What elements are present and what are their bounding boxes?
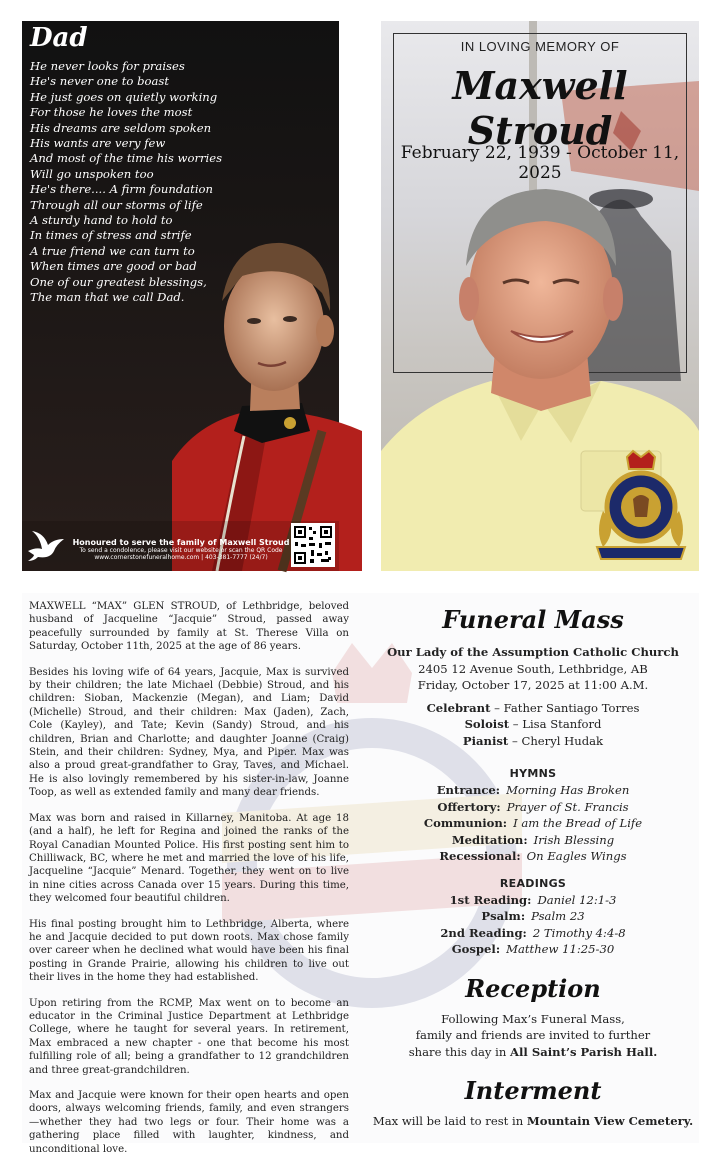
- hymn-row: Communion: I am the Bread of Life: [423, 816, 643, 830]
- poem-line: For those he loves the most: [30, 105, 193, 120]
- poem-line: A true friend we can turn to: [30, 243, 195, 258]
- officiants-list: [367, 700, 699, 750]
- officiant-row: Celebrant – Father Santiago Torres: [426, 700, 640, 715]
- reading-row: Psalm: Psalm 23: [481, 909, 585, 923]
- service-details: [367, 593, 699, 1130]
- memorial-heading: IN LOVING MEMORY OF: [460, 39, 620, 54]
- service-datetime: Friday, October 17, 2025 at 11:00 A.M.: [417, 678, 649, 692]
- poem-line: And most of the time his worries: [30, 151, 223, 166]
- footer-website[interactable]: www.cornerstonefuneralhome.com | 403-381-7777 (24/7): [94, 554, 268, 561]
- hymns-heading: HYMNS: [509, 767, 557, 780]
- officiant-row: Pianist – Cheryl Hudak: [462, 733, 604, 748]
- service-panel: [22, 593, 699, 1155]
- reception-heading: Reception: [465, 973, 601, 1003]
- poem-line: His wants are very few: [30, 136, 166, 151]
- reading-row: 1st Reading: Daniel 12:1-3: [449, 892, 617, 907]
- church-name: Our Lady of the Assumption Catholic Church: [387, 645, 679, 659]
- church-address: 2405 12 Avenue South, Lethbridge, AB: [418, 661, 648, 676]
- poem-body: [30, 59, 222, 306]
- hymn-row: Recessional: On Eagles Wings: [439, 849, 627, 863]
- poem-line: He's never one to boast: [30, 74, 170, 89]
- deceased-name: Maxwell Stroud: [452, 63, 628, 153]
- hymn-row: Meditation: Irish Blessing: [451, 832, 615, 847]
- poem-line: One of our greatest blessings,: [30, 274, 207, 289]
- reception-line: Following Max’s Funeral Mass,: [441, 1011, 625, 1026]
- officiant-row: Soloist – Lisa Stanford: [464, 717, 602, 731]
- obituary-paragraph: Upon retiring from the RCMP, Max went on to become an educator in the Criminal Justice Department at Lethbridge College, where he taught for several years. In retirement, Max embraced a new chapter - one that become his most fulfilling role of all; being a grandfather to 12 grandchildren and three great-grandchildren.: [29, 997, 349, 1076]
- readings-list: [367, 892, 699, 958]
- poem-panel: [22, 21, 339, 571]
- poem-line: He's there.... A firm foundation: [30, 182, 213, 197]
- rcmp-crest-icon: [593, 451, 689, 563]
- obituary-paragraph: Max was born and raised in Killarney, Manitoba. At age 18 (and a half), he left for Regina and joined the ranks of the Royal Canadian Mounted Police. His first posting sent him to Chilliwack, BC, where he met and married the love of his life, Jacqueline “Jacquie” Menard. Together, they went on to live in nine cities across Canada over 15 years. During this time, they welcomed four beautiful children.: [29, 812, 349, 905]
- poem-line: The man that we call Dad.: [30, 290, 185, 305]
- life-dates: February 22, 1939 - October 11, 2025: [400, 143, 680, 183]
- interment-heading: Interment: [464, 1076, 602, 1105]
- dove-icon: [26, 527, 66, 563]
- reception-line: family and friends are invited to further: [415, 1028, 651, 1042]
- funeral-home-info: [70, 538, 292, 561]
- poem-line: A sturdy hand to hold to: [30, 213, 173, 228]
- qr-code[interactable]: [291, 523, 335, 567]
- reception-details: [367, 1011, 699, 1061]
- footer-honoured: Honoured to serve the family of Maxwell Stroud: [72, 538, 290, 547]
- poem-line: When times are good or bad: [30, 259, 197, 274]
- reception-venue: All Saint’s Parish Hall.: [510, 1044, 658, 1059]
- poem-title: Dad: [30, 23, 88, 53]
- reading-row: 2nd Reading: 2 Timothy 4:4-8: [440, 925, 626, 940]
- poem-line: Through all our storms of life: [30, 197, 203, 212]
- obituary-paragraph: MAXWELL “MAX” GLEN STROUD, of Lethbridge, beloved husband of Jacqueline “Jacquie” Stroud, passed away peacefully surrounded by family at St. Therese Villa on Saturday, October 11th, 2025 at the age of 86 years.: [29, 601, 349, 653]
- funeral-home-footer: [22, 521, 339, 571]
- poem-line: He never looks for praises: [30, 59, 185, 73]
- poem-line: He just goes on quietly working: [30, 89, 218, 104]
- interment-details: Max will be laid to rest in Mountain View Cemetery.: [372, 1114, 694, 1128]
- poem-line: In times of stress and strife: [30, 228, 192, 243]
- obituary-paragraph: Besides his loving wife of 64 years, Jacquie, Max is survived by their children; the late Michael (Debbie) Stroud, and his children: Sioban, Mackenzie (Megan), and Liam; David (Michelle) Stroud, and their children: Max (Jaden), Zach, Cole (Kayley), and Tate; Kevin (Sandy) Stroud, and his children, Brian and Charlotte; and daughter Joanne (Craig) Stein, and their children: Sydney, Mya, and Piper. Max was also a proud great-grandfather to Gray, Taves, and Michael. He is also lovingly remembered by his sister-in-law, Joanne Toop, as well as extended family and many dear friends.: [29, 666, 349, 799]
- funeral-mass-heading: Funeral Mass: [442, 605, 624, 634]
- obituary-text: [29, 600, 349, 1168]
- memorial-panel: [381, 21, 699, 571]
- poem-line: His dreams are seldom spoken: [30, 120, 212, 135]
- hymns-list: [367, 782, 699, 865]
- cemetery-name: Mountain View Cemetery.: [526, 1114, 694, 1128]
- hymn-row: Offertory: Prayer of St. Francis: [437, 799, 629, 814]
- obituary-paragraph: His final posting brought him to Lethbridge, Alberta, where he and Jacquie decided to put down roots. Max chose family over career when he declined what would have been his final posting in Grande Prairie, allowing his children to live out their lives in the home they had established.: [29, 918, 349, 984]
- poem-line: Will go unspoken too: [30, 166, 154, 181]
- footer-condolence: To send a condolence, please visit our website or scan the QR Code: [79, 547, 283, 554]
- readings-heading: READINGS: [499, 876, 567, 890]
- reading-row: Gospel: Matthew 11:25-30: [451, 942, 615, 956]
- reception-line: share this day in All Saint’s Parish Hall.: [408, 1044, 658, 1059]
- obituary-paragraph: Max and Jacquie were known for their open hearts and open doors, always welcoming friends, family, and even strangers—whether they had two legs or four. Their home was a gathering place filled with laughter, kindness, and unconditional love.: [29, 1090, 349, 1155]
- hymn-row: Entrance: Morning Has Broken: [436, 783, 630, 797]
